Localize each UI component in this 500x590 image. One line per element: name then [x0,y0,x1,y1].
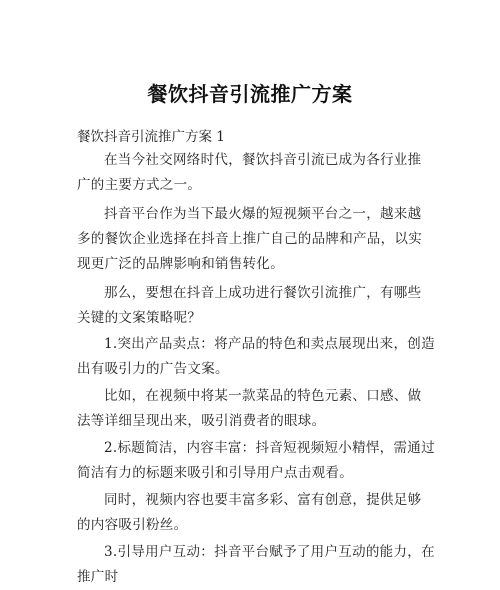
paragraph-5: 比如，在视频中将某一款菜品的特色元素、口感、做法等详细呈现出来，吸引消费者的眼球。 [77,388,422,429]
paragraph-6: 2.标题简洁，内容丰富：抖音短视频短小精悍，需通过简洁有力的标题来吸引和引导用户点击观看。 [77,440,435,481]
paragraph-8: 3.引导用户互动：抖音平台赋予了用户互动的能力，在推广时 [77,544,435,585]
document-title: 餐饮抖音引流推广方案 [147,82,353,106]
paragraph-3: 那么，要想在抖音上成功进行餐饮引流推广，有哪些关键的文案策略呢？ [77,285,422,326]
paragraph-4: 1.突出产品卖点：将产品的特色和卖点展现出来，创造出有吸引力的广告文案。 [77,336,435,377]
paragraph-7: 同时，视频内容也要丰富多彩、富有创意，提供足够的内容吸引粉丝。 [77,492,422,533]
paragraph-2: 抖音平台作为当下最火爆的短视频平台之一，越来越多的餐饮企业选择在抖音上推广自己的品牌和产品，以实现更广泛的品牌影响和销售转化。 [77,206,422,272]
paragraph-1: 在当今社交网络时代，餐饮抖音引流已成为各行业推广的主要方式之一。 [77,152,422,193]
document-subtitle: 餐饮抖音引流推广方案 1 [77,129,225,145]
